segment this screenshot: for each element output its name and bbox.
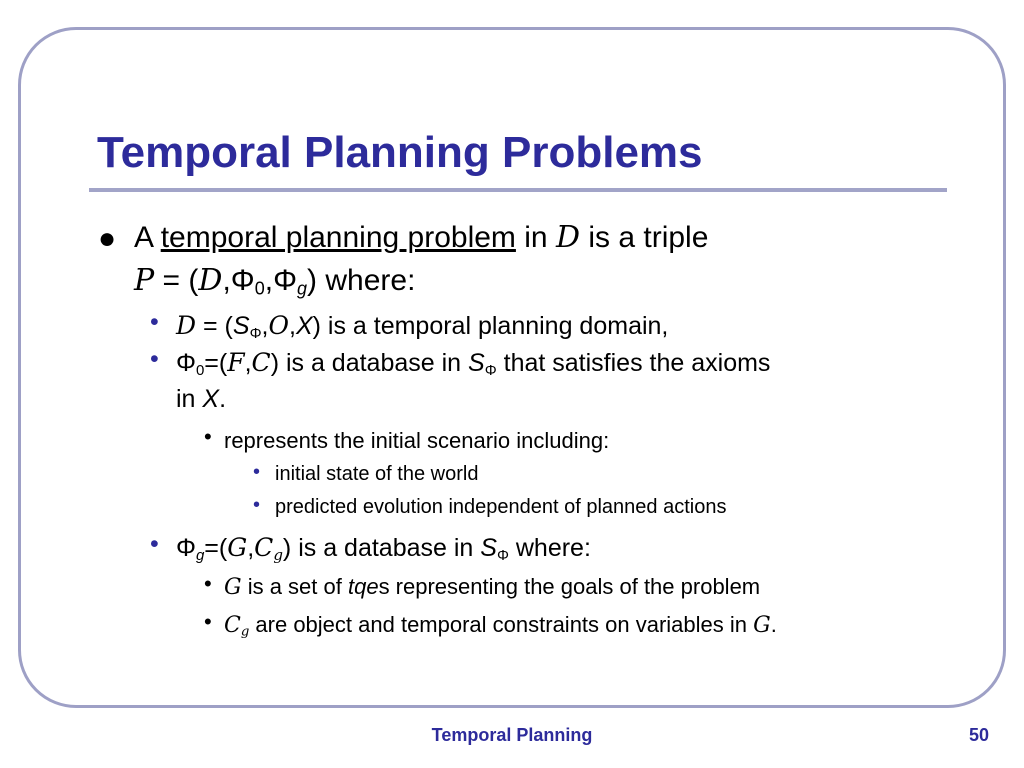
bullet-1-2-line-1 (176, 348, 770, 379)
symbol-S: S (468, 349, 485, 377)
subscript: 0 (195, 361, 205, 379)
text: ) is a database in (282, 534, 481, 562)
symbol-G: G (224, 575, 242, 600)
symbol-P: P (134, 263, 155, 298)
subscript: g (273, 545, 283, 564)
text: in (176, 385, 203, 413)
slide-footer: Temporal Planning (431, 725, 593, 745)
bullet-1-3-1 (224, 574, 760, 600)
bullet-1-3 (176, 533, 591, 564)
symbol-D: D (176, 311, 197, 340)
text: ) where: (307, 264, 416, 297)
text: A (134, 221, 161, 254)
text: is a set of (241, 574, 348, 599)
bullet-dot-icon: • (204, 424, 212, 449)
bullet-1-3-2 (224, 612, 777, 639)
text: . (219, 385, 227, 413)
symbol-phi: ,Φ (222, 264, 255, 297)
text: where: (508, 534, 591, 562)
symbol-C: C (251, 348, 271, 377)
symbol-G: G (753, 613, 771, 638)
text: are object and temporal constraints on variables in (249, 612, 754, 637)
subscript: Φ (249, 324, 262, 342)
subscript: Φ (496, 546, 509, 564)
symbol-C: C (254, 533, 274, 562)
bullet-dot-icon: • (204, 609, 212, 634)
bullet-dot-icon: • (204, 571, 212, 596)
symbol-F: F (227, 348, 245, 377)
subscript: Φ (484, 361, 497, 379)
text: =( (204, 534, 228, 562)
symbol-C: C (224, 613, 241, 638)
bullet-dot-icon: • (150, 308, 159, 336)
subscript: g (297, 278, 308, 299)
symbol-O: O (268, 311, 289, 340)
slide-title: Temporal Planning Problems (97, 128, 703, 177)
text: ) is a temporal planning domain, (312, 312, 669, 340)
text: , (261, 312, 269, 340)
symbol-phi: Φ (176, 349, 196, 377)
text: in (515, 221, 556, 254)
text: that satisfies the axioms (496, 349, 771, 377)
subscript: 0 (254, 278, 265, 299)
page-number: 50 (968, 725, 989, 745)
text: = ( (154, 264, 199, 297)
bullet-dot-icon: • (150, 530, 159, 558)
text: , (247, 534, 255, 562)
symbol-S: S (480, 534, 497, 562)
subscript: g (240, 624, 250, 640)
term-tqe: tqe (347, 574, 379, 599)
bullet-dot-icon: • (150, 345, 159, 373)
text: , (244, 349, 252, 377)
bullet-dot-icon: ● (98, 222, 117, 255)
text: s representing the goals of the problem (378, 574, 761, 599)
symbol-D: D (555, 220, 581, 255)
text: =( (204, 349, 228, 377)
term-temporal-planning-problem: temporal planning problem (160, 221, 516, 254)
bullet-dot-icon: • (253, 494, 261, 516)
text: , (288, 312, 296, 340)
subscript: g (195, 546, 205, 564)
bullet-1-2-1-2: predicted evolution independent of planned actions (275, 496, 727, 518)
symbol-phi: Φ (176, 534, 196, 562)
text: ) is a database in (270, 349, 469, 377)
bullet-1-2-1: represents the initial scenario including: (224, 428, 610, 453)
bullet-dot-icon: • (253, 461, 261, 483)
bullet-1-2-line-2 (176, 385, 226, 414)
symbol-D: D (198, 263, 223, 298)
symbol-X: X (295, 312, 313, 340)
text: is a triple (580, 221, 709, 254)
symbol-S: S (232, 312, 250, 340)
bullet-1-1 (176, 311, 668, 342)
bullet-1-line-2 (134, 263, 415, 300)
text: . (770, 612, 777, 637)
bullet-1-2-1-1: initial state of the world (275, 463, 479, 485)
symbol-G: G (227, 533, 248, 562)
bullet-1-line-1 (134, 220, 708, 255)
symbol-X: X (202, 385, 220, 413)
symbol-phi: ,Φ (264, 264, 298, 297)
text: = ( (196, 312, 233, 340)
